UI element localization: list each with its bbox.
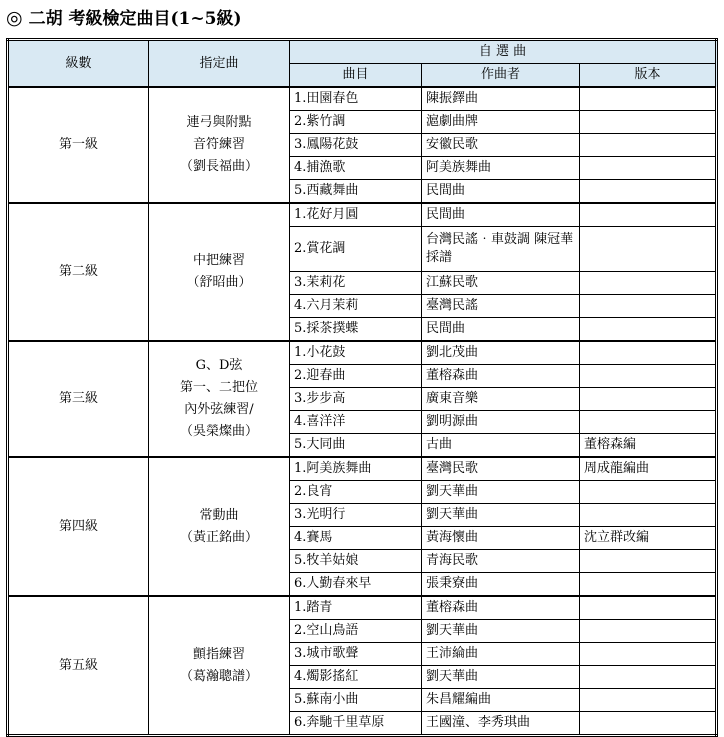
cell-composer: 民間曲 (422, 203, 580, 227)
designated-piece (149, 203, 290, 341)
cell-song: 5.牧羊姑娘 (290, 550, 422, 573)
cell-composer: 劉天華曲 (422, 504, 580, 527)
level-name: 第四級 (8, 457, 149, 596)
designated-line: 音符練習 (192, 137, 245, 152)
level-name: 第五級 (8, 596, 149, 736)
cell-composer: 民間曲 (422, 180, 580, 204)
cell-edition (580, 318, 717, 342)
header-self-selected: 自 選 曲 (290, 40, 717, 64)
cell-edition (580, 411, 717, 434)
cell-song: 2.賞花調 (290, 227, 422, 272)
cell-edition: 董榕森編 (580, 434, 717, 458)
level-name: 第三級 (8, 341, 149, 457)
cell-composer: 臺灣民歌 (422, 457, 580, 481)
cell-composer: 黃海懷曲 (422, 527, 580, 550)
bullet-icon: ◎ (6, 7, 23, 29)
cell-composer: 朱昌耀編曲 (422, 689, 580, 712)
table-row (8, 596, 717, 620)
table-body (8, 87, 717, 736)
cell-edition (580, 573, 717, 597)
cell-song: 5.採茶撲蝶 (290, 318, 422, 342)
designated-line: 顫指練習 (192, 646, 245, 662)
cell-composer: 安徽民歌 (422, 134, 580, 157)
cell-edition (580, 550, 717, 573)
level-name: 第二級 (8, 203, 149, 341)
cell-edition (580, 388, 717, 411)
cell-song: 4.燭影搖紅 (290, 666, 422, 689)
cell-edition (580, 689, 717, 712)
cell-song: 2.良宵 (290, 481, 422, 504)
cell-song: 1.小花鼓 (290, 341, 422, 365)
designated-line: 第一、二把位 (179, 380, 258, 395)
cell-composer: 王國潼、李秀琪曲 (422, 712, 580, 736)
cell-song: 1.阿美族舞曲 (290, 457, 422, 481)
designated-piece (149, 341, 290, 457)
cell-edition (580, 180, 717, 204)
cell-song: 5.蘇南小曲 (290, 689, 422, 712)
header-designated: 指定曲 (149, 40, 290, 88)
cell-composer: 青海民歌 (422, 550, 580, 573)
cell-edition (580, 87, 717, 111)
cell-song: 2.迎春曲 (290, 365, 422, 388)
cell-edition (580, 157, 717, 180)
cell-song: 3.茉莉花 (290, 272, 422, 295)
header-edition: 版本 (580, 64, 717, 88)
cell-edition (580, 111, 717, 134)
repertoire-table (6, 38, 718, 737)
cell-composer: 臺灣民謠 (422, 295, 580, 318)
table-row (8, 87, 717, 111)
cell-song: 3.城市歌聲 (290, 643, 422, 666)
cell-song: 1.花好月圓 (290, 203, 422, 227)
cell-edition (580, 203, 717, 227)
cell-song: 6.人勤春來早 (290, 573, 422, 597)
header-composer: 作曲者 (422, 64, 580, 88)
cell-song: 5.西藏舞曲 (290, 180, 422, 204)
cell-composer: 古曲 (422, 434, 580, 458)
level-name: 第一級 (8, 87, 149, 203)
cell-composer: 劉天華曲 (422, 666, 580, 689)
cell-song: 1.田園春色 (290, 87, 422, 111)
cell-edition (580, 341, 717, 365)
designated-line: （劉長福曲） (179, 159, 258, 174)
cell-composer: 劉北茂曲 (422, 341, 580, 365)
table-row (8, 341, 717, 365)
table-row (8, 203, 717, 227)
cell-edition (580, 643, 717, 666)
title-text: 二胡 考級檢定曲目(1~5級) (28, 9, 242, 29)
cell-song: 4.喜洋洋 (290, 411, 422, 434)
designated-line: 中把練習 (192, 253, 245, 268)
cell-edition (580, 712, 717, 736)
cell-song: 2.紫竹調 (290, 111, 422, 134)
cell-song: 2.空山鳥語 (290, 620, 422, 643)
cell-edition (580, 481, 717, 504)
designated-line: （葛瀚聰譜） (179, 668, 258, 684)
cell-edition (580, 227, 717, 272)
cell-composer: 張秉寮曲 (422, 573, 580, 597)
designated-line: G、D弦 (195, 358, 243, 373)
designated-piece (149, 87, 290, 203)
cell-edition (580, 134, 717, 157)
cell-edition: 周成龍編曲 (580, 457, 717, 481)
cell-composer: 劉明源曲 (422, 411, 580, 434)
designated-piece (149, 596, 290, 736)
cell-composer: 江蘇民歌 (422, 272, 580, 295)
cell-composer: 董榕森曲 (422, 365, 580, 388)
cell-edition (580, 620, 717, 643)
cell-edition (580, 272, 717, 295)
cell-song: 1.踏青 (290, 596, 422, 620)
designated-piece (149, 457, 290, 596)
cell-composer: 滬劇曲牌 (422, 111, 580, 134)
page-title (6, 4, 242, 32)
cell-edition (580, 596, 717, 620)
cell-song: 4.賽馬 (290, 527, 422, 550)
cell-composer: 劉天華曲 (422, 620, 580, 643)
header-level: 級數 (8, 40, 149, 88)
designated-line: （黃正銘曲） (179, 529, 258, 545)
cell-composer: 台灣民謠‧車鼓調 陳冠華採譜 (422, 227, 580, 272)
cell-composer: 劉天華曲 (422, 481, 580, 504)
designated-line: 內外弦練習/ (184, 402, 254, 417)
designated-line: （吳榮燦曲） (179, 424, 258, 439)
cell-composer: 董榕森曲 (422, 596, 580, 620)
cell-song: 4.捕漁歌 (290, 157, 422, 180)
cell-song: 3.鳳陽花鼓 (290, 134, 422, 157)
cell-song: 3.光明行 (290, 504, 422, 527)
cell-song: 5.大同曲 (290, 434, 422, 458)
designated-line: （舒昭曲） (186, 275, 252, 290)
table-row (8, 457, 717, 481)
cell-composer: 王沛綸曲 (422, 643, 580, 666)
designated-line: 常動曲 (199, 507, 239, 523)
cell-edition (580, 365, 717, 388)
header-song: 曲目 (290, 64, 422, 88)
cell-composer: 廣東音樂 (422, 388, 580, 411)
cell-song: 4.六月茉莉 (290, 295, 422, 318)
cell-edition (580, 666, 717, 689)
cell-composer: 民間曲 (422, 318, 580, 342)
cell-edition (580, 295, 717, 318)
cell-composer: 陳振鐸曲 (422, 87, 580, 111)
cell-edition: 沈立群改編 (580, 527, 717, 550)
cell-song: 3.步步高 (290, 388, 422, 411)
cell-composer: 阿美族舞曲 (422, 157, 580, 180)
cell-edition (580, 504, 717, 527)
cell-song: 6.奔馳千里草原 (290, 712, 422, 736)
designated-line: 連弓與附點 (186, 115, 252, 130)
